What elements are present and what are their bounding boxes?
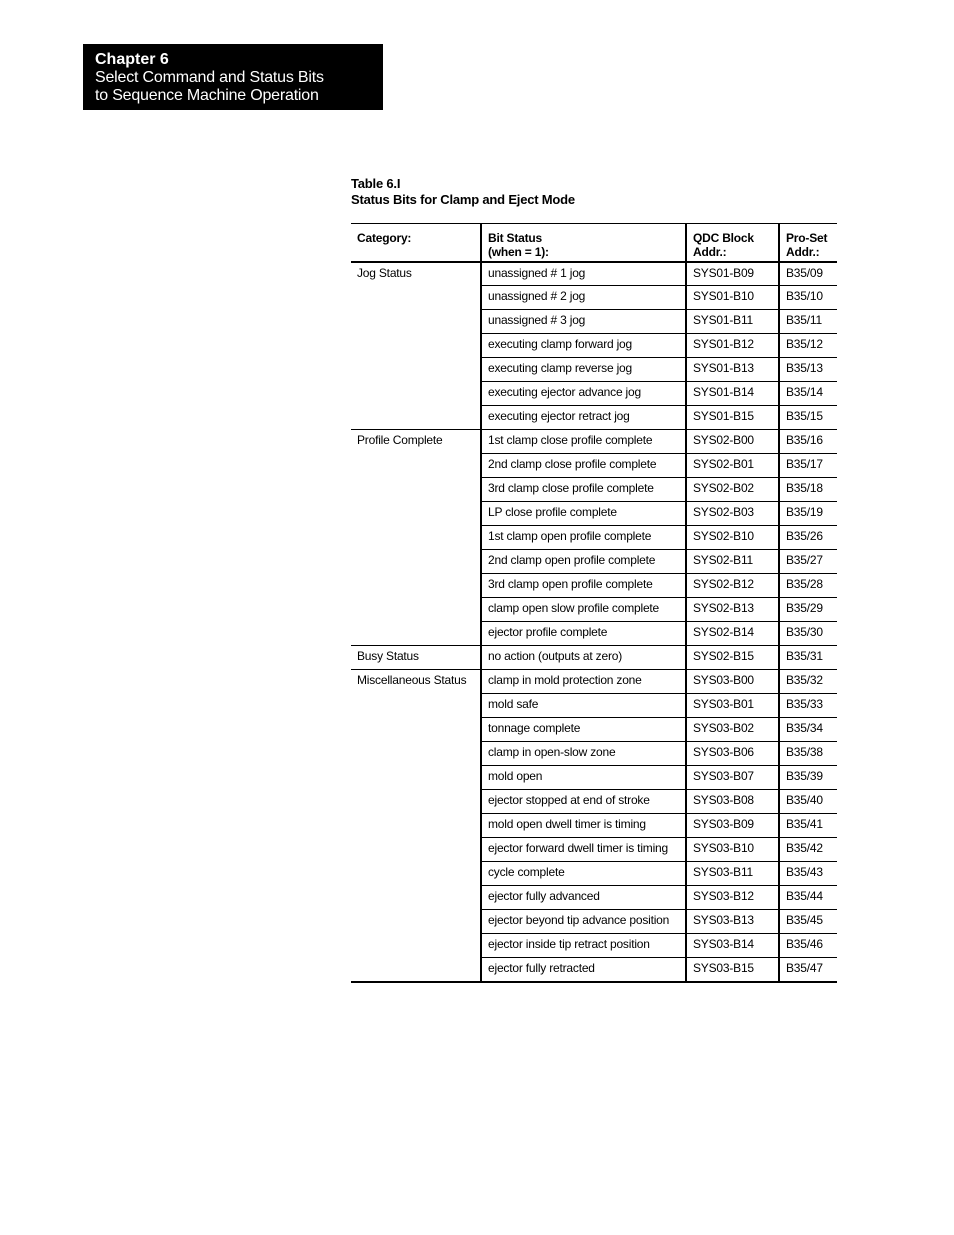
cell-category: [351, 286, 481, 310]
cell-proset-addr: B35/32: [779, 670, 837, 694]
table-row: [351, 598, 837, 622]
cell-category: [351, 886, 481, 910]
cell-proset-addr: B35/13: [779, 358, 837, 382]
cell-qdc-addr: SYS03-B06: [686, 742, 779, 766]
cell-proset-addr: B35/09: [779, 262, 837, 286]
cell-proset-addr: B35/47: [779, 958, 837, 982]
cell-bit-status: 1st clamp open profile complete: [481, 526, 686, 550]
cell-bit-status: 3rd clamp close profile complete: [481, 478, 686, 502]
cell-qdc-addr: SYS02-B13: [686, 598, 779, 622]
cell-proset-addr: B35/11: [779, 310, 837, 334]
cell-qdc-addr: SYS01-B15: [686, 406, 779, 430]
cell-proset-addr: B35/17: [779, 454, 837, 478]
table-row: [351, 718, 837, 742]
cell-bit-status: clamp open slow profile complete: [481, 598, 686, 622]
table-row: [351, 838, 837, 862]
cell-proset-addr: B35/38: [779, 742, 837, 766]
cell-qdc-addr: SYS03-B00: [686, 670, 779, 694]
cell-qdc-addr: SYS03-B13: [686, 910, 779, 934]
cell-bit-status: executing clamp forward jog: [481, 334, 686, 358]
cell-bit-status: mold open: [481, 766, 686, 790]
table-row: [351, 742, 837, 766]
table-row: [351, 694, 837, 718]
cell-qdc-addr: SYS03-B12: [686, 886, 779, 910]
cell-proset-addr: B35/42: [779, 838, 837, 862]
cell-category: [351, 550, 481, 574]
table-row: [351, 382, 837, 406]
chapter-number: Chapter 6: [95, 51, 169, 68]
header-category: Category:: [357, 231, 412, 245]
cell-bit-status: clamp in mold protection zone: [481, 670, 686, 694]
cell-proset-addr: B35/41: [779, 814, 837, 838]
table-title: Status Bits for Clamp and Eject Mode: [351, 192, 575, 207]
cell-category: [351, 574, 481, 598]
cell-category: [351, 622, 481, 646]
cell-category: [351, 310, 481, 334]
cell-category: [351, 478, 481, 502]
table-row: [351, 310, 837, 334]
cell-bit-status: tonnage complete: [481, 718, 686, 742]
cell-proset-addr: B35/19: [779, 502, 837, 526]
cell-qdc-addr: SYS01-B13: [686, 358, 779, 382]
cell-category: Busy Status: [351, 646, 481, 670]
cell-bit-status: 3rd clamp open profile complete: [481, 574, 686, 598]
cell-bit-status: 2nd clamp close profile complete: [481, 454, 686, 478]
cell-category: [351, 766, 481, 790]
table-row: [351, 454, 837, 478]
cell-bit-status: ejector inside tip retract position: [481, 934, 686, 958]
cell-qdc-addr: SYS03-B02: [686, 718, 779, 742]
table-row: [351, 622, 837, 646]
cell-qdc-addr: SYS01-B10: [686, 286, 779, 310]
cell-bit-status: ejector forward dwell timer is timing: [481, 838, 686, 862]
cell-category: [351, 694, 481, 718]
cell-bit-status: ejector fully retracted: [481, 958, 686, 982]
table-row: [351, 766, 837, 790]
table-row: [351, 358, 837, 382]
cell-qdc-addr: SYS03-B07: [686, 766, 779, 790]
cell-proset-addr: B35/14: [779, 382, 837, 406]
cell-category: [351, 934, 481, 958]
table-row: [351, 406, 837, 430]
cell-bit-status: 2nd clamp open profile complete: [481, 550, 686, 574]
cell-qdc-addr: SYS01-B14: [686, 382, 779, 406]
cell-category: [351, 718, 481, 742]
cell-qdc-addr: SYS03-B14: [686, 934, 779, 958]
cell-proset-addr: B35/34: [779, 718, 837, 742]
cell-bit-status: ejector stopped at end of stroke: [481, 790, 686, 814]
table-row: [351, 790, 837, 814]
cell-proset-addr: B35/40: [779, 790, 837, 814]
table-row: [351, 478, 837, 502]
cell-proset-addr: B35/43: [779, 862, 837, 886]
cell-category: [351, 358, 481, 382]
cell-qdc-addr: SYS02-B03: [686, 502, 779, 526]
cell-qdc-addr: SYS02-B00: [686, 430, 779, 454]
cell-proset-addr: B35/18: [779, 478, 837, 502]
cell-qdc-addr: SYS02-B15: [686, 646, 779, 670]
cell-bit-status: ejector profile complete: [481, 622, 686, 646]
cell-proset-addr: B35/26: [779, 526, 837, 550]
cell-proset-addr: B35/45: [779, 910, 837, 934]
status-bits-table: [351, 223, 837, 983]
table-row: [351, 934, 837, 958]
header-qdc-addr: QDC Block Addr.:: [686, 224, 779, 262]
cell-qdc-addr: SYS03-B08: [686, 790, 779, 814]
cell-category: [351, 862, 481, 886]
cell-proset-addr: B35/15: [779, 406, 837, 430]
cell-proset-addr: B35/39: [779, 766, 837, 790]
table-row: [351, 334, 837, 358]
header-bit-status: Bit Status (when = 1):: [481, 224, 686, 262]
cell-qdc-addr: SYS03-B11: [686, 862, 779, 886]
cell-bit-status: unassigned # 3 jog: [481, 310, 686, 334]
cell-category: [351, 598, 481, 622]
cell-proset-addr: B35/31: [779, 646, 837, 670]
table-row: [351, 502, 837, 526]
cell-bit-status: executing ejector retract jog: [481, 406, 686, 430]
cell-category: [351, 382, 481, 406]
cell-category: [351, 742, 481, 766]
cell-proset-addr: B35/27: [779, 550, 837, 574]
table-row: [351, 286, 837, 310]
cell-qdc-addr: SYS03-B15: [686, 958, 779, 982]
cell-bit-status: executing clamp reverse jog: [481, 358, 686, 382]
cell-bit-status: unassigned # 2 jog: [481, 286, 686, 310]
cell-category: [351, 790, 481, 814]
cell-category: [351, 454, 481, 478]
table-row: [351, 814, 837, 838]
cell-proset-addr: B35/29: [779, 598, 837, 622]
table-row: [351, 574, 837, 598]
cell-proset-addr: B35/28: [779, 574, 837, 598]
cell-qdc-addr: SYS02-B14: [686, 622, 779, 646]
cell-category: [351, 958, 481, 982]
cell-qdc-addr: SYS02-B11: [686, 550, 779, 574]
cell-proset-addr: B35/10: [779, 286, 837, 310]
cell-bit-status: LP close profile complete: [481, 502, 686, 526]
table-caption: [351, 176, 575, 208]
cell-qdc-addr: SYS01-B11: [686, 310, 779, 334]
chapter-header: [83, 44, 383, 110]
chapter-title-line-2: to Sequence Machine Operation: [95, 87, 319, 104]
cell-category: [351, 406, 481, 430]
cell-bit-status: no action (outputs at zero): [481, 646, 686, 670]
cell-category: [351, 526, 481, 550]
cell-qdc-addr: SYS03-B01: [686, 694, 779, 718]
cell-bit-status: 1st clamp close profile complete: [481, 430, 686, 454]
table-row: [351, 646, 837, 670]
table-number: Table 6.I: [351, 176, 401, 191]
cell-bit-status: ejector beyond tip advance position: [481, 910, 686, 934]
cell-category: [351, 334, 481, 358]
cell-qdc-addr: SYS01-B09: [686, 262, 779, 286]
table-row: [351, 886, 837, 910]
cell-bit-status: executing ejector advance jog: [481, 382, 686, 406]
cell-bit-status: mold open dwell timer is timing: [481, 814, 686, 838]
cell-proset-addr: B35/46: [779, 934, 837, 958]
cell-proset-addr: B35/16: [779, 430, 837, 454]
cell-qdc-addr: SYS02-B02: [686, 478, 779, 502]
cell-category: Jog Status: [351, 262, 481, 286]
table-row: [351, 910, 837, 934]
table-header-row: [351, 224, 837, 262]
cell-qdc-addr: SYS01-B12: [686, 334, 779, 358]
cell-category: Profile Complete: [351, 430, 481, 454]
header-proset-addr: Pro-Set Addr.:: [779, 224, 837, 262]
table-row: [351, 862, 837, 886]
cell-category: [351, 910, 481, 934]
cell-proset-addr: B35/12: [779, 334, 837, 358]
cell-bit-status: cycle complete: [481, 862, 686, 886]
table-row: [351, 430, 837, 454]
cell-qdc-addr: SYS03-B09: [686, 814, 779, 838]
cell-bit-status: ejector fully advanced: [481, 886, 686, 910]
cell-qdc-addr: SYS03-B10: [686, 838, 779, 862]
table-row: [351, 670, 837, 694]
cell-proset-addr: B35/33: [779, 694, 837, 718]
table-row: [351, 262, 837, 286]
table-row: [351, 550, 837, 574]
cell-proset-addr: B35/44: [779, 886, 837, 910]
cell-qdc-addr: SYS02-B12: [686, 574, 779, 598]
chapter-title-line-1: Select Command and Status Bits: [95, 69, 324, 86]
cell-bit-status: unassigned # 1 jog: [481, 262, 686, 286]
cell-qdc-addr: SYS02-B10: [686, 526, 779, 550]
cell-qdc-addr: SYS02-B01: [686, 454, 779, 478]
table-row: [351, 526, 837, 550]
cell-category: [351, 502, 481, 526]
cell-category: [351, 814, 481, 838]
cell-category: [351, 838, 481, 862]
table-row: [351, 958, 837, 982]
cell-category: Miscellaneous Status: [351, 670, 481, 694]
cell-bit-status: clamp in open-slow zone: [481, 742, 686, 766]
cell-proset-addr: B35/30: [779, 622, 837, 646]
cell-bit-status: mold safe: [481, 694, 686, 718]
